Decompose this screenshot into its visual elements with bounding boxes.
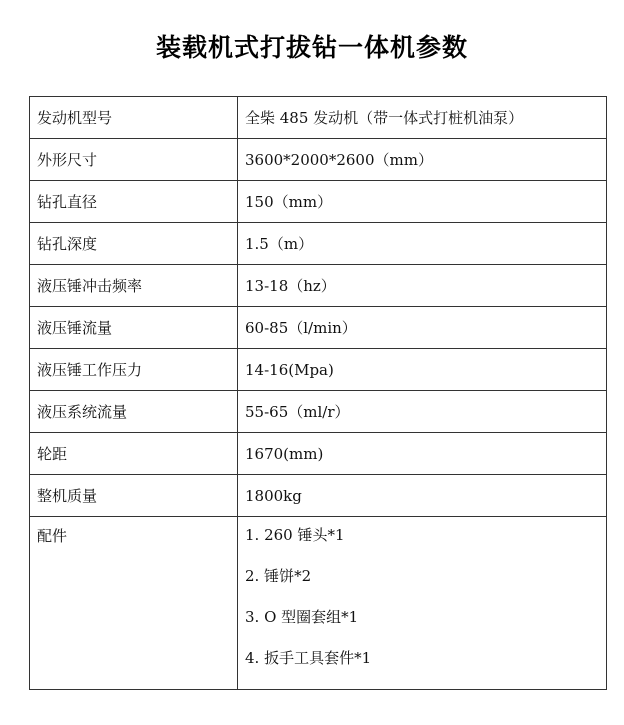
row-value: 60-85（l/min） (238, 307, 607, 349)
table-row (30, 223, 607, 265)
row-label: 整机质量 (30, 475, 238, 517)
row-value: 14-16(Mpa) (238, 349, 607, 391)
parts-label: 配件 (30, 517, 238, 690)
row-label: 轮距 (30, 433, 238, 475)
row-label: 液压锤流量 (30, 307, 238, 349)
parts-row (30, 517, 607, 690)
row-value: 13-18（hz） (238, 265, 607, 307)
table-row (30, 391, 607, 433)
parts-list-cell (238, 517, 607, 690)
row-label: 发动机型号 (30, 97, 238, 139)
table-row (30, 265, 607, 307)
list-item: 1. 260 锤头*1 (245, 526, 345, 544)
list-item: 4. 扳手工具套件*1 (245, 649, 372, 667)
row-label: 液压锤冲击频率 (30, 265, 238, 307)
table-row (30, 139, 607, 181)
page-title: 装载机式打拔钻一体机参数 (155, 33, 468, 62)
row-label: 钻孔深度 (30, 223, 238, 265)
row-value: 全柴 485 发动机（带一体式打桩机油泵） (238, 97, 607, 139)
table-row (30, 97, 607, 139)
row-label: 外形尺寸 (30, 139, 238, 181)
table-row (30, 475, 607, 517)
list-item: 2. 锤饼*2 (245, 567, 312, 585)
row-value: 1.5（m） (238, 223, 607, 265)
parts-list (245, 525, 606, 689)
table-row (30, 349, 607, 391)
table-row (30, 181, 607, 223)
row-label: 钻孔直径 (30, 181, 238, 223)
row-label: 液压锤工作压力 (30, 349, 238, 391)
table-row (30, 307, 607, 349)
row-value: 3600*2000*2600（mm） (238, 139, 607, 181)
row-label: 液压系统流量 (30, 391, 238, 433)
spec-table (29, 96, 607, 690)
table-row (30, 433, 607, 475)
list-item: 3. O 型圈套组*1 (245, 608, 359, 626)
row-value: 150（mm） (238, 181, 607, 223)
row-value: 1670(mm) (238, 433, 607, 475)
row-value: 55-65（ml/r） (238, 391, 607, 433)
row-value: 1800kg (238, 475, 607, 517)
